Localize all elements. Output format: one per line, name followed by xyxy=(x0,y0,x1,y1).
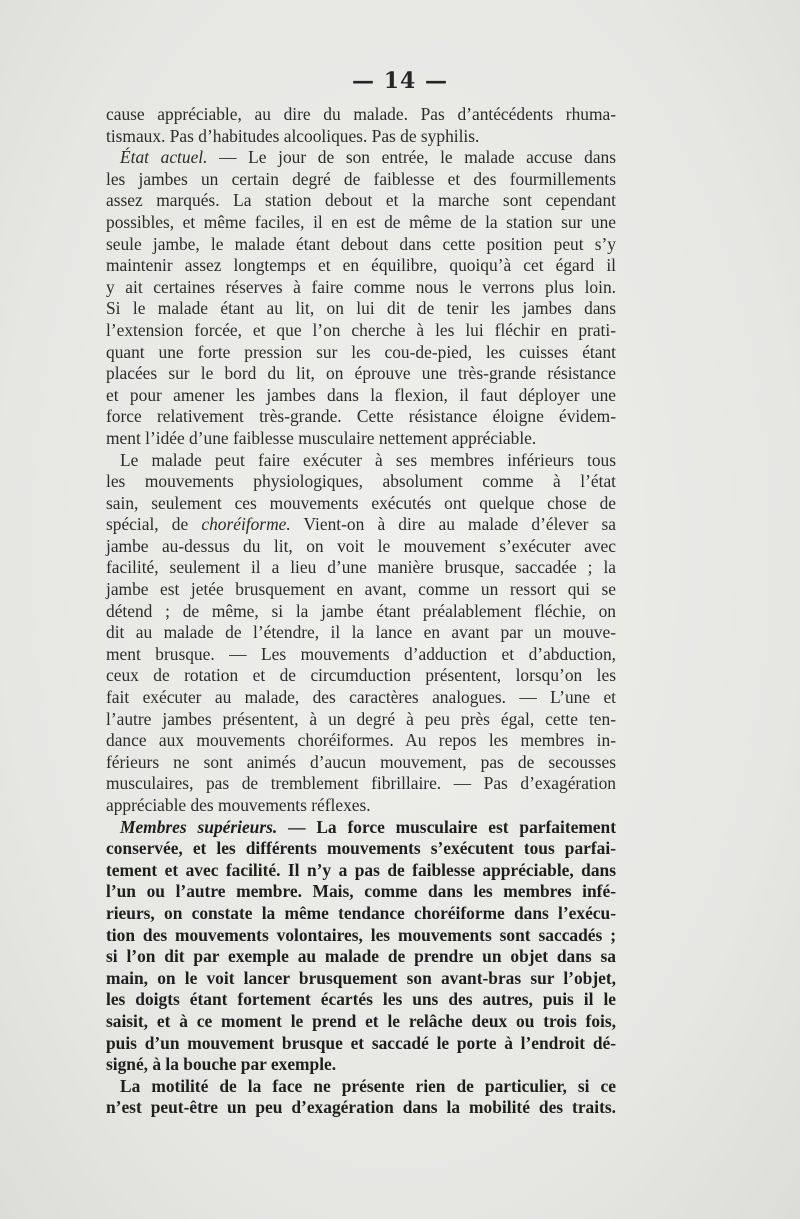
text-line xyxy=(106,579,616,601)
text-line-content: tion des mouvements volontaires, les mouvements sont saccadés ; xyxy=(106,924,616,945)
text-line-content: les jambes un certain degré de faiblesse et des fourmillements xyxy=(106,168,616,189)
text-line-content: placées sur le bord du lit, on éprouve une très-grande résistance xyxy=(106,363,616,384)
text-line xyxy=(106,1054,616,1076)
text-line xyxy=(106,147,616,169)
text-line xyxy=(106,601,616,623)
text-line-content: appréciable des mouvements réflexes. xyxy=(106,795,371,815)
text-line xyxy=(106,298,616,320)
text-line xyxy=(106,342,616,364)
text-line xyxy=(106,989,616,1011)
text-line xyxy=(106,169,616,191)
text-line xyxy=(106,881,616,903)
text-line-content: l’extension forcée, et que l’on cherche à les lui fléchir en prati- xyxy=(106,319,616,340)
text-line xyxy=(106,406,616,428)
text-line-content: l’autre jambes présentent, à un degré à peu près égal, cette ten- xyxy=(106,708,616,729)
text-line-content: saisit, et à ce moment le prend et le relâche deux ou trois fois, xyxy=(106,1010,616,1031)
text-line xyxy=(106,320,616,342)
italic-heading: choréiforme. xyxy=(201,514,291,535)
text-line xyxy=(106,450,616,472)
text-line xyxy=(106,903,616,925)
text-line-content: ment l’idée d’une faiblesse musculaire nettement appréciable. xyxy=(106,427,537,448)
text-line xyxy=(106,126,616,148)
text-line xyxy=(106,795,616,817)
text-line-content: — La force musculaire est parfaitement xyxy=(277,816,616,837)
text-line xyxy=(106,471,616,493)
text-line xyxy=(106,212,616,234)
text-line-content: Le malade peut faire exécuter à ses membres inférieurs tous xyxy=(120,449,616,470)
text-line-content: conservée, et les différents mouvements s’exécutent tous parfai- xyxy=(106,838,616,859)
text-line-content: — Le jour de son entrée, le malade accuse dans xyxy=(207,147,617,168)
text-line xyxy=(106,385,616,407)
text-line-content: puis d’un mouvement brusque et saccadé le porte à l’endroit dé- xyxy=(106,1032,616,1053)
text-line xyxy=(106,363,616,385)
text-line xyxy=(106,773,616,795)
text-line xyxy=(106,557,616,579)
text-line xyxy=(106,644,616,666)
text-line-content: cause appréciable, au dire du malade. Pas d’antécédents rhuma- xyxy=(106,104,616,124)
text-line xyxy=(106,1097,616,1119)
text-line xyxy=(106,255,616,277)
text-line xyxy=(106,687,616,709)
text-line xyxy=(106,493,616,515)
text-line xyxy=(106,104,616,126)
text-line xyxy=(106,277,616,299)
text-line xyxy=(106,968,616,990)
text-line-content: dance aux mouvements choréiformes. Au repos les membres in- xyxy=(106,730,616,751)
text-line-content: La motilité de la face ne présente rien de particulier, si ce xyxy=(120,1075,616,1096)
text-line-content: maintenir assez longtemps et en équilibre, quoiqu’à cet égard il xyxy=(106,255,616,276)
text-line xyxy=(106,536,616,558)
text-line xyxy=(106,234,616,256)
text-line xyxy=(106,817,616,839)
text-line-content: Si le malade étant au lit, on lui dit de tenir les jambes dans xyxy=(106,298,616,319)
text-line-content: sain, seulement ces mouvements exécutés ont quelque chose de xyxy=(106,492,616,513)
text-line-content: ceux de rotation et de circumduction présentent, lorsqu’on les xyxy=(106,665,616,686)
text-line-content: tement et avec facilité. Il n’y a pas de faiblesse appréciable, dans xyxy=(106,859,616,880)
text-line-content: facilité, seulement il a lieu d’une manière brusque, saccadée ; la xyxy=(106,557,616,578)
text-line-content: force relativement très-grande. Cette résistance éloigne évidem- xyxy=(106,406,616,427)
text-line xyxy=(106,1076,616,1098)
text-line xyxy=(106,514,616,536)
text-line-prefix: spécial, de xyxy=(106,514,202,535)
text-line-content: si l’on dit par exemple au malade de prendre un objet dans sa xyxy=(106,946,616,967)
text-line-content: et pour amener les jambes dans la flexion, il faut déployer une xyxy=(106,384,616,405)
text-line-content: les doigts étant fortement écartés les uns des autres, puis il le xyxy=(106,989,616,1010)
text-line xyxy=(106,428,616,450)
text-line xyxy=(106,730,616,752)
text-line-content: tismaux. Pas d’habitudes alcooliques. Pas de syphilis. xyxy=(106,125,480,146)
text-line xyxy=(106,860,616,882)
text-line-content: dit au malade de l’étendre, il la lance en avant par un mouve- xyxy=(106,622,616,643)
body-text xyxy=(106,104,616,1119)
text-line-content: Vient-on à dire au malade d’élever sa xyxy=(290,514,616,535)
text-line-content: quant une forte pression sur les cou-de-pied, les cuisses étant xyxy=(106,341,616,362)
text-line-content: signé, à la bouche par exemple. xyxy=(106,1054,337,1075)
page-number: — 14 — xyxy=(352,68,448,94)
text-line xyxy=(106,190,616,212)
text-line xyxy=(106,665,616,687)
text-line-content: jambe est jetée brusquement en avant, comme un ressort qui se xyxy=(106,579,616,600)
text-line-content: détend ; de même, si la jambe étant préalablement fléchie, on xyxy=(106,600,616,621)
italic-heading: Membres supérieurs. xyxy=(120,816,278,837)
text-line-content: l’un ou l’autre membre. Mais, comme dans les membres infé- xyxy=(106,881,616,902)
text-line-content: férieurs ne sont animés d’aucun mouvement, pas de secousses xyxy=(106,751,616,772)
text-line xyxy=(106,622,616,644)
text-line-content: seule jambe, le malade étant debout dans cette position peut s’y xyxy=(106,233,616,254)
text-line-content: rieurs, on constate la même tendance choréiforme dans l’exécu- xyxy=(106,902,616,923)
text-line xyxy=(106,709,616,731)
text-line-content: musculaires, pas de tremblement fibrillaire. — Pas d’exagération xyxy=(106,773,616,794)
text-line xyxy=(106,946,616,968)
text-line xyxy=(106,838,616,860)
text-line-content: main, on le voit lancer brusquement son avant-bras sur l’objet, xyxy=(106,967,616,988)
italic-heading: État actuel. xyxy=(120,147,208,168)
text-line-content: assez marqués. La station debout et la marche sont cependant xyxy=(106,190,616,211)
text-line-content: n’est peut-être un peu d’exagération dans la mobilité des traits. xyxy=(106,1097,616,1118)
text-line-content: ment brusque. — Les mouvements d’adduction et d’abduction, xyxy=(106,643,616,664)
text-line xyxy=(106,1033,616,1055)
text-line-content: fait exécuter au malade, des caractères analogues. — L’une et xyxy=(106,687,616,708)
text-line-content: les mouvements physiologiques, absolument comme à l’état xyxy=(106,471,616,492)
text-line-content: y ait certaines réserves à faire comme nous le verrons plus loin. xyxy=(106,276,616,297)
text-line-content: jambe au-dessus du lit, on voit le mouvement s’exécuter avec xyxy=(106,535,616,556)
text-line xyxy=(106,752,616,774)
text-line xyxy=(106,925,616,947)
text-line xyxy=(106,1011,616,1033)
text-line-content: possibles, et même faciles, il en est de même de la station sur une xyxy=(106,211,616,232)
